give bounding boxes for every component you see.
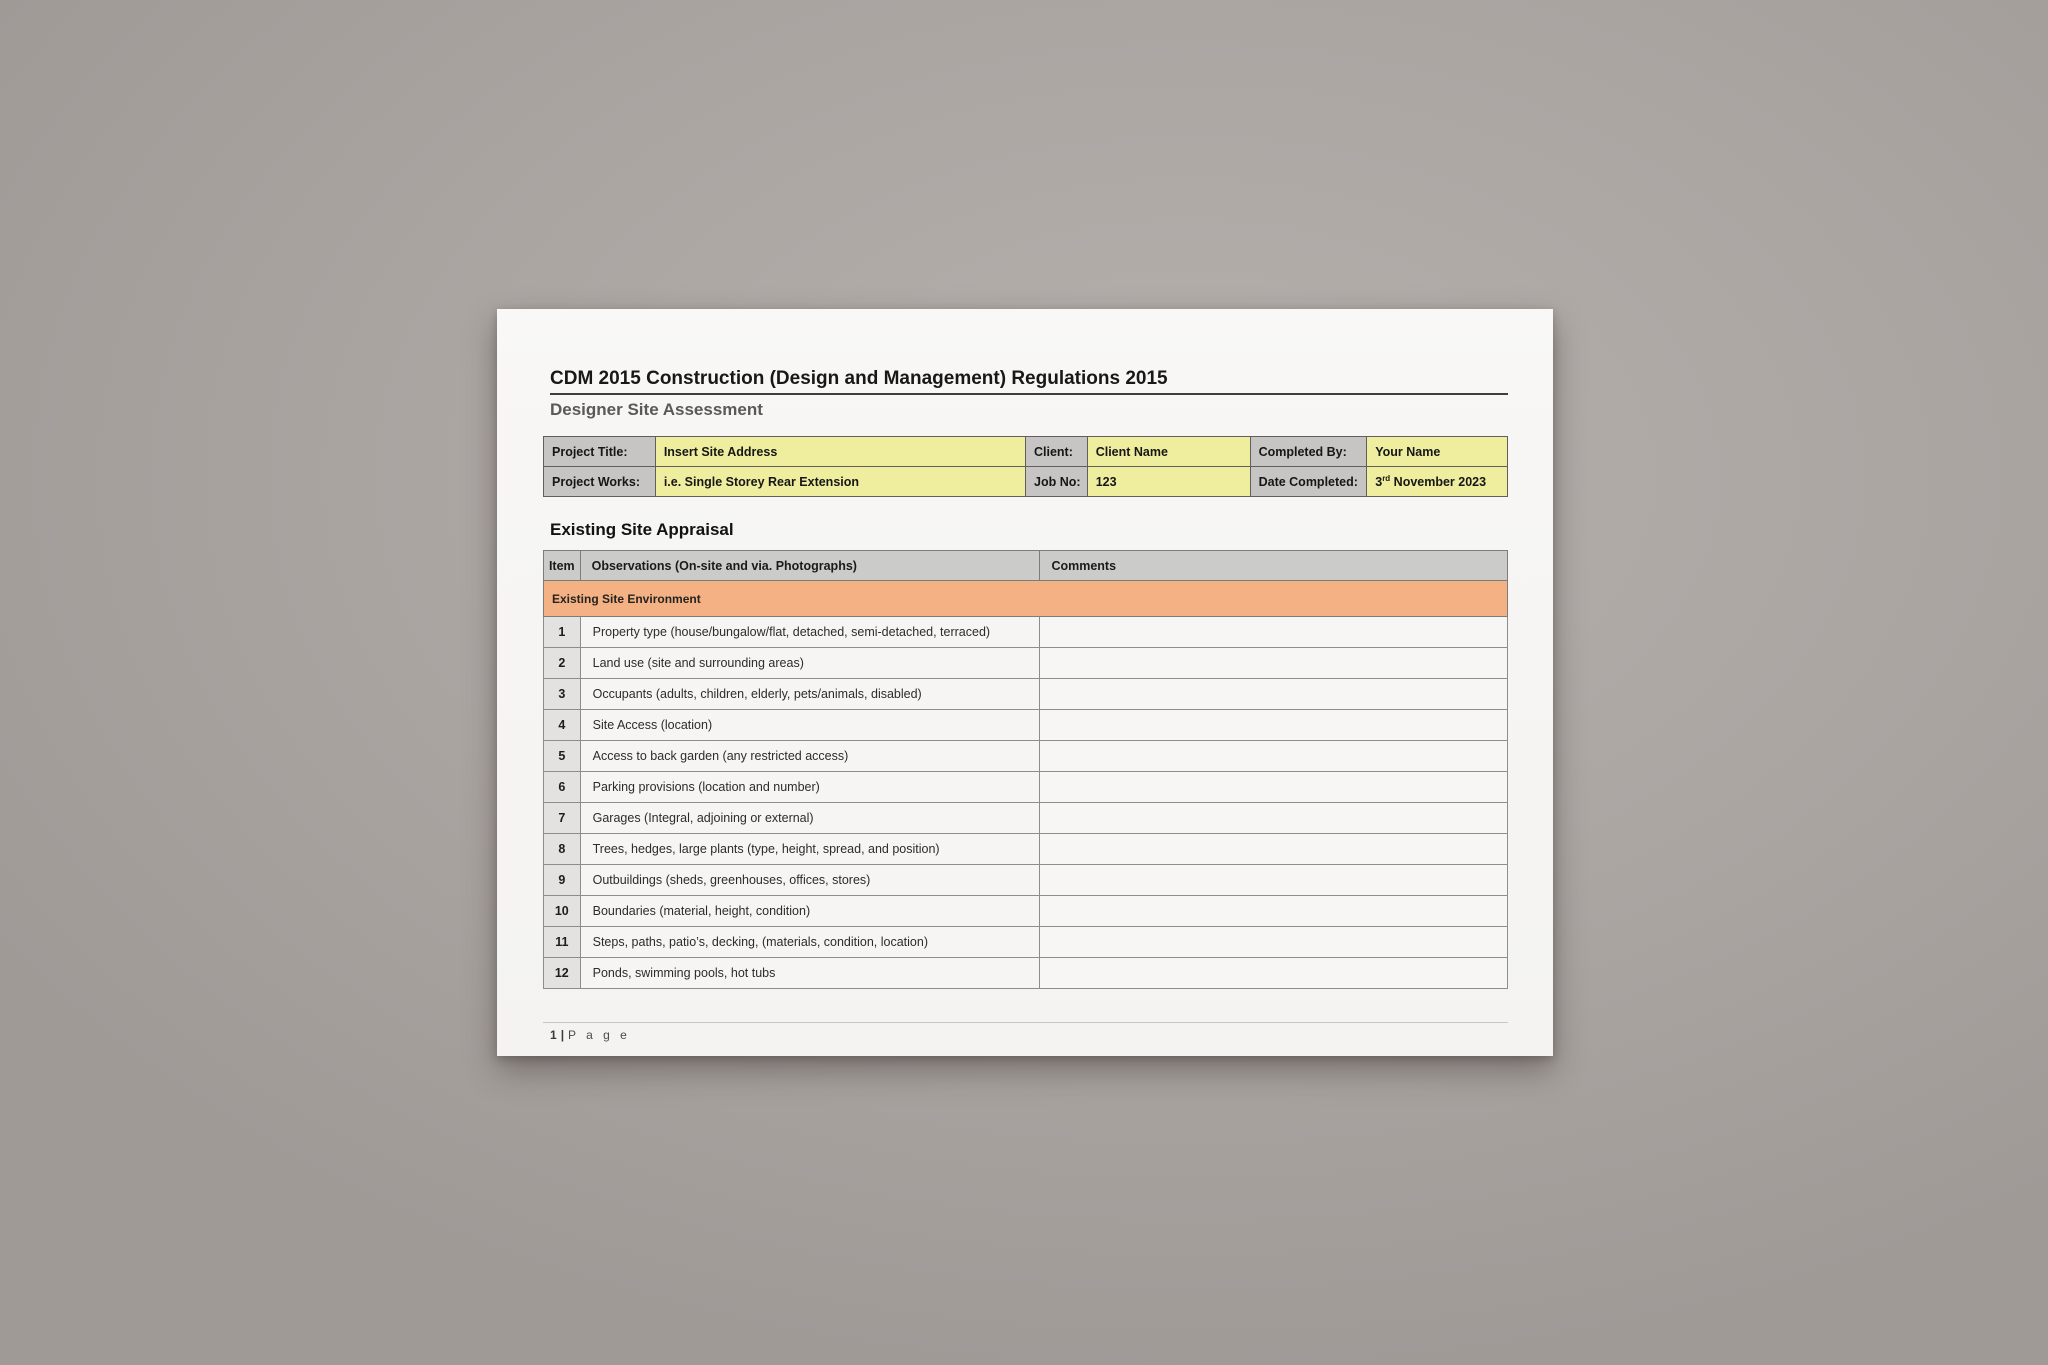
page-number-separator: | — [560, 1028, 565, 1042]
table-row — [544, 617, 1508, 648]
table-row — [544, 958, 1508, 989]
row-comment — [1040, 834, 1508, 865]
date-day: 3 — [1375, 474, 1383, 489]
row-item-number: 4 — [544, 710, 581, 741]
row-comment — [1040, 958, 1508, 989]
date-ordinal: rd — [1382, 473, 1391, 483]
row-item-number: 1 — [544, 617, 581, 648]
document-page — [497, 309, 1553, 1056]
table-row — [544, 679, 1508, 710]
table-row — [544, 834, 1508, 865]
project-works-value: i.e. Single Storey Rear Extension — [655, 467, 1025, 497]
row-comment — [1040, 865, 1508, 896]
row-item-number: 5 — [544, 741, 581, 772]
row-item-number: 3 — [544, 679, 581, 710]
column-header-observations: Observations (On-site and via. Photographs) — [580, 551, 1040, 581]
appraisal-rows — [544, 617, 1508, 989]
completed-by-label: Completed By: — [1250, 437, 1367, 467]
row-item-number: 11 — [544, 927, 581, 958]
project-works-label: Project Works: — [544, 467, 656, 497]
row-comment — [1040, 772, 1508, 803]
table-row — [544, 772, 1508, 803]
row-observation: Land use (site and surrounding areas) — [580, 648, 1040, 679]
row-observation: Site Access (location) — [580, 710, 1040, 741]
appraisal-header-row — [544, 551, 1508, 581]
row-item-number: 6 — [544, 772, 581, 803]
appraisal-heading: Existing Site Appraisal — [550, 520, 734, 539]
row-observation: Steps, paths, patio’s, decking, (materials, condition, location) — [580, 927, 1040, 958]
row-observation: Property type (house/bungalow/flat, detached, semi-detached, terraced) — [580, 617, 1040, 648]
table-row — [544, 865, 1508, 896]
page-number: 1 — [550, 1028, 557, 1042]
table-row — [544, 927, 1508, 958]
title-divider — [550, 393, 1508, 395]
column-header-item: Item — [544, 551, 581, 581]
project-title-label: Project Title: — [544, 437, 656, 467]
row-comment — [1040, 803, 1508, 834]
page-word: P a g e — [568, 1028, 631, 1042]
row-comment — [1040, 679, 1508, 710]
table-row — [544, 741, 1508, 772]
row-observation: Outbuildings (sheds, greenhouses, offices, stores) — [580, 865, 1040, 896]
row-item-number: 8 — [544, 834, 581, 865]
row-comment — [1040, 648, 1508, 679]
row-item-number: 7 — [544, 803, 581, 834]
client-label: Client: — [1026, 437, 1088, 467]
row-observation: Trees, hedges, large plants (type, height, spread, and position) — [580, 834, 1040, 865]
page-footer — [550, 1028, 630, 1042]
row-comment — [1040, 927, 1508, 958]
job-no-value: 123 — [1087, 467, 1250, 497]
date-completed-label: Date Completed: — [1250, 467, 1367, 497]
row-observation: Ponds, swimming pools, hot tubs — [580, 958, 1040, 989]
client-value: Client Name — [1087, 437, 1250, 467]
table-row — [544, 896, 1508, 927]
date-completed-value — [1367, 467, 1508, 497]
row-comment — [1040, 896, 1508, 927]
section-band-row — [544, 581, 1508, 617]
appraisal-table — [543, 550, 1508, 989]
table-row — [544, 648, 1508, 679]
project-title-value: Insert Site Address — [655, 437, 1025, 467]
row-comment — [1040, 617, 1508, 648]
table-row — [544, 710, 1508, 741]
row-item-number: 2 — [544, 648, 581, 679]
date-rest: November 2023 — [1390, 474, 1487, 489]
job-no-label: Job No: — [1026, 467, 1088, 497]
project-info-row-2 — [544, 467, 1508, 497]
section-band-label: Existing Site Environment — [544, 581, 1508, 617]
completed-by-value: Your Name — [1367, 437, 1508, 467]
document-subtitle: Designer Site Assessment — [550, 400, 763, 419]
row-observation: Boundaries (material, height, condition) — [580, 896, 1040, 927]
row-observation: Garages (Integral, adjoining or external) — [580, 803, 1040, 834]
footer-divider — [543, 1022, 1508, 1023]
row-observation: Access to back garden (any restricted access) — [580, 741, 1040, 772]
document-title: CDM 2015 Construction (Design and Management) Regulations 2015 — [550, 368, 1168, 389]
project-info-table — [543, 436, 1508, 497]
row-comment — [1040, 710, 1508, 741]
row-comment — [1040, 741, 1508, 772]
table-row — [544, 803, 1508, 834]
row-item-number: 12 — [544, 958, 581, 989]
row-item-number: 10 — [544, 896, 581, 927]
row-item-number: 9 — [544, 865, 581, 896]
row-observation: Parking provisions (location and number) — [580, 772, 1040, 803]
row-observation: Occupants (adults, children, elderly, pets/animals, disabled) — [580, 679, 1040, 710]
column-header-comments: Comments — [1040, 551, 1508, 581]
project-info-row-1 — [544, 437, 1508, 467]
